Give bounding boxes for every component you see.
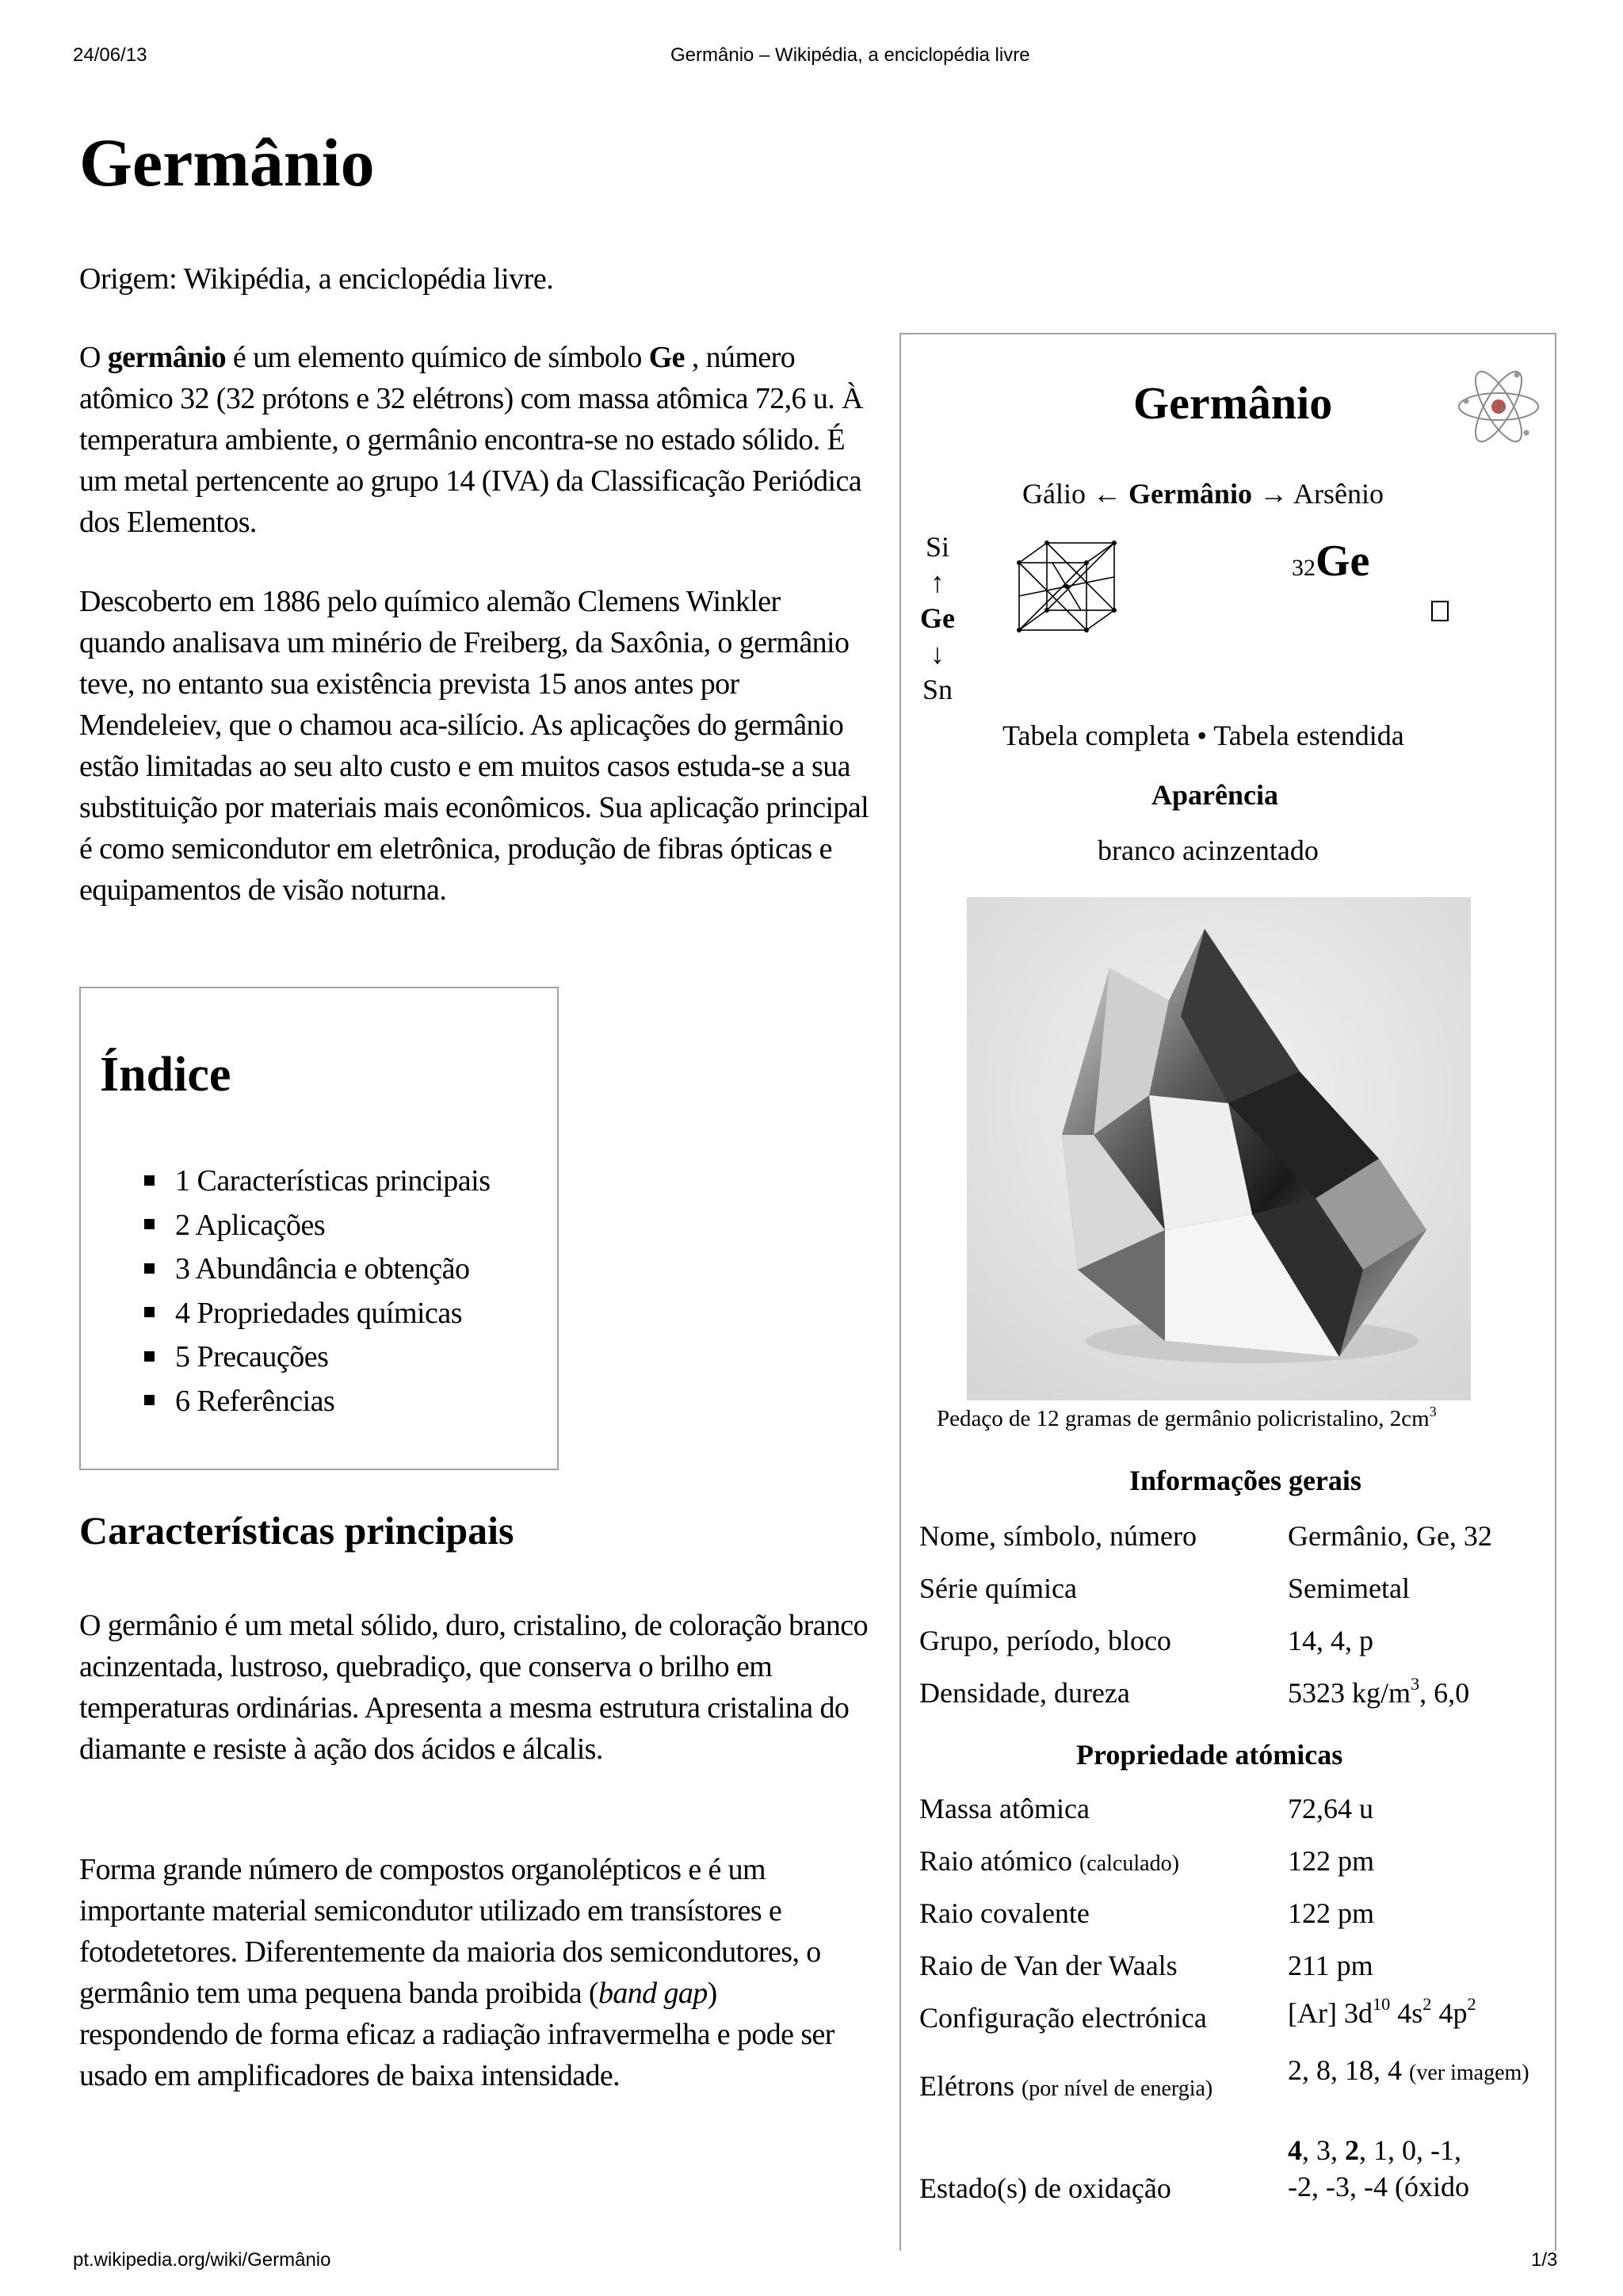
intro-bold-ge: Ge <box>648 341 685 374</box>
bullet-icon <box>144 1175 155 1186</box>
band-gap-term: band gap <box>598 1977 708 2010</box>
photo-caption: Pedaço de 12 gramas de germânio policristalino, $2cm^3$ <box>937 1404 1437 1431</box>
page-title: Germânio <box>79 124 375 201</box>
group-navigation <box>918 529 957 708</box>
print-title: Germânio – Wikipédia, a enciclopédia livre <box>670 44 1030 66</box>
row-value: 4, 3, 2, 1, 0, -1, -2, -3, -4 (óxido <box>1288 2134 1469 2202</box>
row-value: [Ar] $3d^{10}$ $4s^2$ $4p^2$ <box>1288 1994 1476 2029</box>
toc-item[interactable]: 1 Características principais <box>144 1159 491 1204</box>
row-value[interactable]: Semimetal <box>1288 1572 1410 1604</box>
row-value: Germânio, Ge, 32 <box>1288 1520 1492 1552</box>
toc-list <box>144 1159 491 1423</box>
row-label: Estado(s) de oxidação <box>919 2172 1171 2204</box>
germanium-photo[interactable] <box>967 897 1471 1400</box>
electrons-image-link[interactable]: (ver imagem) <box>1409 2061 1529 2085</box>
bullet-icon <box>144 1395 155 1405</box>
row-value: 122 pm <box>1288 1845 1375 1877</box>
nav-prev-link[interactable]: Gálio ← <box>1022 478 1121 510</box>
section-heading: Características principais <box>79 1508 514 1553</box>
row-label: Grupo, período, bloco <box>919 1625 1171 1656</box>
above-element-link[interactable]: Si <box>925 531 950 563</box>
row-label: Raio de Van der Waals <box>919 1950 1178 1981</box>
bullet-icon <box>144 1263 155 1274</box>
atomic-number: 32 <box>1292 555 1316 581</box>
current-element: Ge <box>920 602 955 634</box>
section-paragraph: O germânio é um metal sólido, duro, cristalino, de coloração branco acinzentada, lustroso, quebradiço, que conserva o brilho em temperaturas ordinárias. Apresenta a mesma estrutura cristalina do diamante e resiste à ação dos ácidos e álcalis. <box>79 1609 868 1766</box>
print-url: pt.wikipedia.org/wiki/Germânio <box>73 2249 331 2271</box>
atomic-properties-heading: Propriedade atómicas <box>1076 1739 1343 1771</box>
print-date: 24/06/13 <box>73 44 147 66</box>
nav-next-link[interactable]: → Arsênio <box>1258 478 1384 510</box>
row-label: Massa atômica <box>919 1793 1090 1824</box>
appearance-heading: Aparência <box>1151 779 1278 811</box>
placeholder-box-icon <box>1431 601 1449 621</box>
row-label: Nome, símbolo, número <box>919 1520 1197 1552</box>
row-value: 14, 4, p <box>1288 1625 1373 1656</box>
row-value: 72,64 u <box>1288 1793 1373 1824</box>
row-label: Elétrons (por nível de energia) <box>919 2070 1213 2102</box>
down-arrow-icon: ↓ <box>930 638 945 670</box>
toc-item[interactable]: 6 Referências <box>144 1380 491 1424</box>
row-label: Raio covalente <box>919 1897 1090 1929</box>
toc-item[interactable]: 4 Propriedades químicas <box>144 1292 491 1336</box>
row-value: 211 pm <box>1288 1950 1373 1981</box>
row-label: Densidade, dureza <box>919 1677 1130 1709</box>
intro-bold-germanio: germânio <box>107 341 227 374</box>
appearance-value: branco acinzentado <box>1098 835 1319 866</box>
intro-paragraph: O germânio é um elemento químico de símbolo Ge , número atômico 32 (32 prótons e 32 elétrons) com massa atômica 72,6 u. À temperatura ambiente, o germânio encontra-se no estado sólido. É um metal pertencente ao grupo 14 (IVA) da Classificação Periódica dos Elementos. <box>79 341 863 539</box>
nav-current: Germânio <box>1128 478 1252 510</box>
row-label: Série química <box>919 1572 1077 1604</box>
row-value: 5323 $kg/m^3$, 6,0 <box>1288 1674 1470 1709</box>
general-info-heading: Informações gerais <box>1129 1465 1361 1496</box>
toc-item[interactable]: 2 Aplicações <box>144 1204 491 1248</box>
toc-item[interactable]: 3 Abundância e obtenção <box>144 1247 491 1292</box>
toc-item[interactable]: 5 Precauções <box>144 1335 491 1380</box>
element-symbol: 32Ge <box>1292 537 1370 586</box>
print-page-number: 1/3 <box>1531 2249 1558 2271</box>
row-value: 2, 8, 18, 4 (ver imagem) <box>1288 2054 1529 2086</box>
crystal-structure-icon <box>1011 539 1130 642</box>
row-label: Configuração electrónica <box>919 2002 1207 2034</box>
history-paragraph: Descoberto em 1886 pelo químico alemão Clemens Winkler quando analisava um minério de Freiberg, da Saxônia, o germânio teve, no entanto sua existência prevista 15 anos antes por Mendeleiev, que o chamou aca-silício. As aplicações do germânio estão limitadas ao seu alto custo e em muitos casos estuda-se a sua substituição por materiais mais econômicos. Sua aplicação principal é como semicondutor em eletrônica, produção de fibras ópticas e equipamentos de visão noturna. <box>79 585 869 907</box>
bullet-icon <box>144 1351 155 1362</box>
element-navigation <box>1022 479 1384 508</box>
row-label: Raio atómico (calculado) <box>919 1845 1179 1877</box>
atom-icon <box>1455 363 1542 450</box>
table-of-contents <box>79 987 559 1470</box>
bullet-icon <box>144 1307 155 1317</box>
row-value: 122 pm <box>1288 1897 1375 1929</box>
up-arrow-icon: ↑ <box>930 567 945 598</box>
below-element-link[interactable]: Sn <box>922 674 953 705</box>
infobox-title: Germânio <box>1133 377 1333 429</box>
section-paragraph: Forma grande número de compostos organolépticos e é um importante material semicondutor utilizado em transístores e fotodetetores. Diferentemente da maioria dos semicondutores, o germânio tem uma pequena banda proibida (band gap) respondendo de forma eficaz a radiação infravermelha e pode ser usado em amplificadores de baixa intensidade. <box>79 1853 834 2092</box>
toc-title: Índice <box>100 1048 231 1102</box>
table-links[interactable]: Tabela completa • Tabela estendida <box>1002 720 1404 751</box>
origin-note: Origem: Wikipédia, a enciclopédia livre. <box>79 262 554 296</box>
bullet-icon <box>144 1219 155 1229</box>
